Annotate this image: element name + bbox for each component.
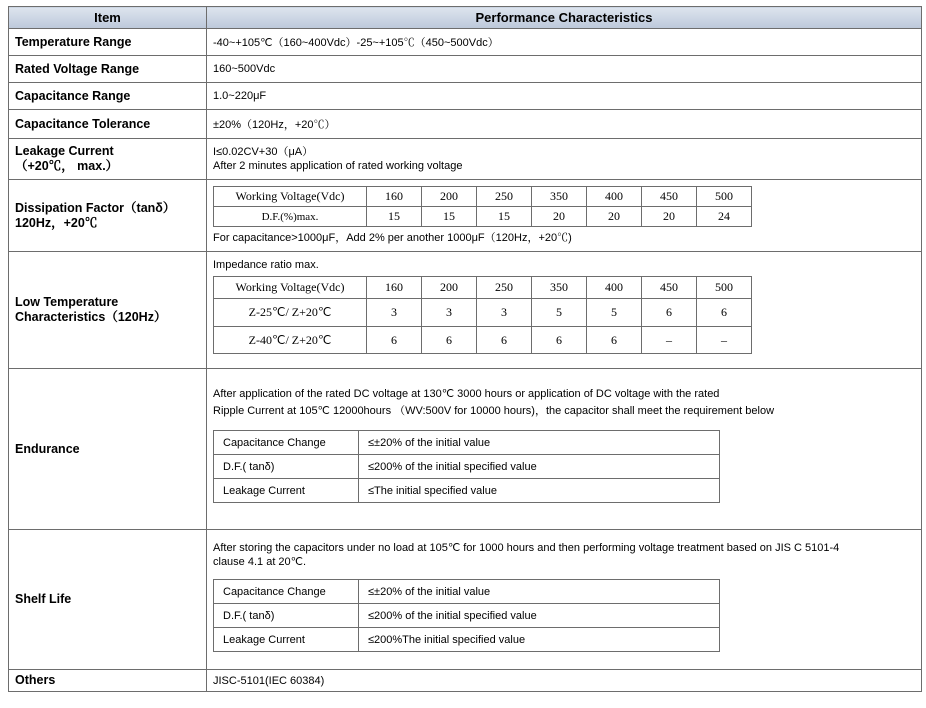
value-shelf-life — [207, 530, 922, 670]
label-endurance: Endurance — [9, 369, 207, 530]
lt-r2-1: 6 — [367, 327, 422, 354]
shelf-text-line1: After storing the capacitors under no load at 105℃ for 1000 hours and then performing voltage treatment based on JIS C 5101-4 — [213, 542, 840, 554]
label-temperature-range: Temperature Range — [9, 29, 207, 56]
shelf-row-df — [214, 604, 720, 628]
leakage-label-line1: Leakage Current — [15, 144, 114, 158]
df-h-0: Working Voltage(Vdc) — [214, 187, 367, 207]
endurance-v-1: ≤200% of the initial specified value — [359, 455, 720, 479]
value-others: JISC-5101(IEC 60384) — [207, 670, 922, 692]
value-low-temperature — [207, 252, 922, 369]
lt-r2-4: 6 — [532, 327, 587, 354]
lt-h-7: 500 — [697, 277, 752, 299]
leakage-value-line2: After 2 minutes application of rated working voltage — [213, 160, 463, 172]
header-item: Item — [9, 7, 207, 29]
row-endurance — [9, 369, 922, 530]
df-h-5: 400 — [587, 187, 642, 207]
lt-r2-2: 6 — [422, 327, 477, 354]
low-temp-label-line1: Low Temperature — [15, 295, 119, 309]
dissipation-note: For capacitance>1000μF，Add 2% per another 1000μF（120Hz，+20℃) — [213, 232, 572, 244]
dissipation-label-line1: Dissipation Factor（tanδ） — [15, 200, 176, 215]
endurance-subtable — [213, 430, 720, 503]
low-temp-intro: Impedance ratio max. — [213, 259, 319, 271]
value-capacitance-tolerance: ±20%（120Hz，+20℃） — [207, 110, 922, 139]
label-shelf-life: Shelf Life — [9, 530, 207, 670]
low-temp-label-line2: Characteristics（120Hz） — [15, 310, 167, 324]
shelf-k-2: Leakage Current — [214, 628, 359, 652]
value-dissipation-factor — [207, 180, 922, 252]
df-h-1: 160 — [367, 187, 422, 207]
label-others: Others — [9, 670, 207, 692]
df-h-3: 250 — [477, 187, 532, 207]
dissipation-values-row — [214, 207, 752, 227]
lt-r1-4: 5 — [532, 299, 587, 327]
endurance-text-line1: After application of the rated DC voltage at 130℃ 3000 hours or application of DC voltage with the rated — [213, 388, 720, 400]
row-capacitance-range — [9, 83, 922, 110]
lt-r1-1: 3 — [367, 299, 422, 327]
low-temp-subtable — [213, 276, 752, 354]
shelf-k-1: D.F.( tanδ) — [214, 604, 359, 628]
spec-table — [8, 6, 922, 692]
value-capacitance-range: 1.0~220μF — [207, 83, 922, 110]
endurance-row-leakage — [214, 479, 720, 503]
lt-r1-7: 6 — [697, 299, 752, 327]
row-low-temperature — [9, 252, 922, 369]
label-capacitance-tolerance: Capacitance Tolerance — [9, 110, 207, 139]
lt-r2-3: 6 — [477, 327, 532, 354]
df-v-1: 15 — [367, 207, 422, 227]
row-dissipation-factor — [9, 180, 922, 252]
df-v-3: 15 — [477, 207, 532, 227]
shelf-row-leakage — [214, 628, 720, 652]
shelf-subtable — [213, 579, 720, 652]
shelf-v-0: ≤±20% of the initial value — [359, 580, 720, 604]
row-capacitance-tolerance — [9, 110, 922, 139]
lt-h-1: 160 — [367, 277, 422, 299]
label-leakage-current — [9, 139, 207, 180]
endurance-v-2: ≤The initial specified value — [359, 479, 720, 503]
value-leakage-current — [207, 139, 922, 180]
df-h-2: 200 — [422, 187, 477, 207]
lt-h-6: 450 — [642, 277, 697, 299]
endurance-v-0: ≤±20% of the initial value — [359, 431, 720, 455]
dissipation-header-row — [214, 187, 752, 207]
leakage-label-line2: （+20℃， max.） — [15, 159, 119, 173]
value-rated-voltage: 160~500Vdc — [207, 56, 922, 83]
lt-r1-5: 5 — [587, 299, 642, 327]
header-row — [9, 7, 922, 29]
lt-r1-6: 6 — [642, 299, 697, 327]
lt-r1-0: Z-25℃/ Z+20℃ — [214, 299, 367, 327]
label-capacitance-range: Capacitance Range — [9, 83, 207, 110]
df-v-0: D.F.(%)max. — [214, 207, 367, 227]
df-v-7: 24 — [697, 207, 752, 227]
df-h-7: 500 — [697, 187, 752, 207]
df-v-5: 20 — [587, 207, 642, 227]
lt-h-4: 350 — [532, 277, 587, 299]
endurance-k-2: Leakage Current — [214, 479, 359, 503]
row-leakage-current — [9, 139, 922, 180]
endurance-text-line2: Ripple Current at 105℃ 12000hours （WV:500V for 10000 hours)，the capacitor shall meet the requirement below — [213, 405, 775, 417]
df-v-6: 20 — [642, 207, 697, 227]
low-temp-row2 — [214, 327, 752, 354]
lt-r1-3: 3 — [477, 299, 532, 327]
lt-h-0: Working Voltage(Vdc) — [214, 277, 367, 299]
label-dissipation-factor — [9, 180, 207, 252]
lt-h-5: 400 — [587, 277, 642, 299]
header-performance: Performance Characteristics — [207, 7, 922, 29]
low-temp-header-row — [214, 277, 752, 299]
df-v-4: 20 — [532, 207, 587, 227]
value-temperature-range: -40~+105℃（160~400Vdc）-25~+105℃（450~500Vdc） — [207, 29, 922, 56]
lt-r2-0: Z-40℃/ Z+20℃ — [214, 327, 367, 354]
df-h-6: 450 — [642, 187, 697, 207]
row-temperature-range — [9, 29, 922, 56]
lt-r2-5: 6 — [587, 327, 642, 354]
low-temp-row1 — [214, 299, 752, 327]
shelf-text-line2: clause 4.1 at 20℃. — [213, 556, 307, 568]
leakage-value-line1: I≤0.02CV+30（μA） — [213, 146, 314, 158]
dissipation-label-line2: 120Hz，+20℃ — [15, 215, 98, 230]
dissipation-subtable — [213, 186, 752, 227]
row-others — [9, 670, 922, 692]
lt-r2-6: – — [642, 327, 697, 354]
lt-r2-7: – — [697, 327, 752, 354]
row-rated-voltage — [9, 56, 922, 83]
shelf-row-capacitance — [214, 580, 720, 604]
label-low-temperature — [9, 252, 207, 369]
df-v-2: 15 — [422, 207, 477, 227]
endurance-row-df — [214, 455, 720, 479]
endurance-k-1: D.F.( tanδ) — [214, 455, 359, 479]
df-h-4: 350 — [532, 187, 587, 207]
shelf-k-0: Capacitance Change — [214, 580, 359, 604]
row-shelf-life — [9, 530, 922, 670]
lt-r1-2: 3 — [422, 299, 477, 327]
shelf-v-2: ≤200%The initial specified value — [359, 628, 720, 652]
lt-h-3: 250 — [477, 277, 532, 299]
label-rated-voltage: Rated Voltage Range — [9, 56, 207, 83]
shelf-v-1: ≤200% of the initial specified value — [359, 604, 720, 628]
lt-h-2: 200 — [422, 277, 477, 299]
endurance-row-capacitance — [214, 431, 720, 455]
value-endurance — [207, 369, 922, 530]
endurance-k-0: Capacitance Change — [214, 431, 359, 455]
